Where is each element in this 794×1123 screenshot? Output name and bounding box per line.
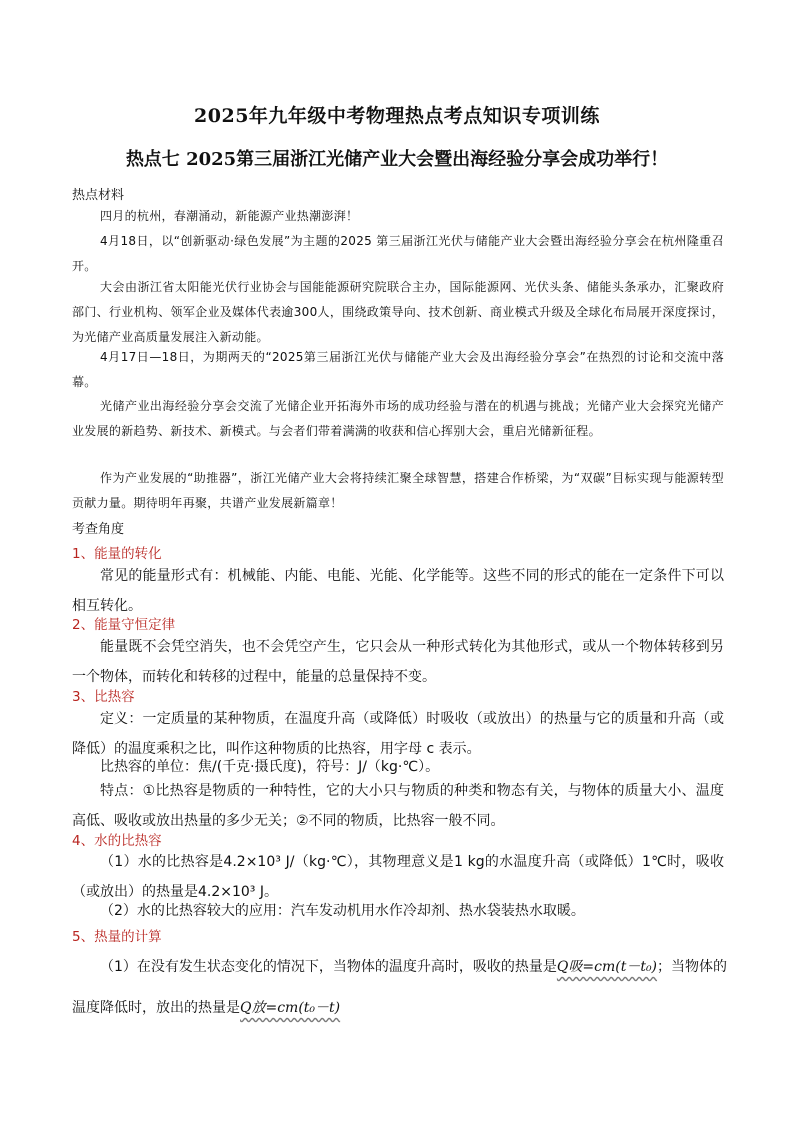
- water-heat-item-2: （2）水的比热容较大的应用：汽车发动机用水作冷却剂、热水袋装热水取暖。: [100, 903, 585, 919]
- water-heat-item-1: （1）水的比热容是4.2×10³ J/（kg·℃），其物理意义是1 kg的水温度升高（或降低）1℃时，吸收（或放出）的热量是4.2×10³ J。: [72, 854, 724, 900]
- specific-heat-unit: 比热容的单位：焦/(千克·摄氏度)，符号：J/（kg·℃）。: [100, 759, 440, 775]
- material-label: 热点材料: [72, 188, 125, 203]
- material-paragraph: 4月18日，以“创新驱动·绿色发展”为主题的2025 第三届浙江光伏与储能产业大会暨出海经验分享会在杭州隆重召开。: [72, 234, 724, 273]
- heat-calc-text: （1）在没有发生状态变化的情况下，当物体的温度升高时，吸收的热量是: [100, 959, 557, 975]
- heat-calc-text: 温度降低时，放出的热量是: [72, 1000, 240, 1016]
- page-title: 2025年九年级中考物理热点考点知识专项训练: [194, 105, 600, 127]
- material-paragraph: 4月17日—18日，为期两天的“2025第三届浙江光伏与储能产业大会及出海经验分享会”在热烈的讨论和交流中落幕。: [72, 350, 724, 389]
- specific-heat-features: 特点：①比热容是物质的一种特性，它的大小只与物质的种类和物态有关，与物体的质量大小、温度高低、吸收或放出热量的多少无关；②不同的物质，比热容一般不同。: [72, 783, 724, 829]
- section-heading: 1、能量的转化: [72, 546, 162, 562]
- section-heading: 4、水的比热容: [72, 833, 162, 849]
- heat-calc-line-1: [72, 956, 728, 978]
- material-paragraph: 光储产业出海经验分享会交流了光储企业开拓海外市场的成功经验与潜在的机遇与挑战；光储产业大会探究光储产业发展的新趋势、新技术、新模式。与会者们带着满满的收获和信心挥别大会，重启光储新征程。: [72, 399, 724, 438]
- section-text: 常见的能量形式有：机械能、内能、电能、光能、化学能等。这些不同的形式的能在一定条件下可以相互转化。: [72, 568, 724, 614]
- material-paragraph: 大会由浙江省太阳能光伏行业协会与国能能源研究院联合主办，国际能源网、光伏头条、储能头条承办，汇聚政府部门、行业机构、领军企业及媒体代表逾300人，围绕政策导向、技术创新、商业模式升级及全球化布局展开深度探讨，为光储产业高质量发展注入新动能。: [72, 280, 724, 344]
- section-heading: 3、比热容: [72, 689, 135, 705]
- section-heading: 5、热量的计算: [72, 929, 162, 945]
- specific-heat-definition: 定义：一定质量的某种物质，在温度升高（或降低）时吸收（或放出）的热量与它的质量和升高（或降低）的温度乘积之比，叫作这种物质的比热容，用字母 c 表示。: [72, 711, 724, 757]
- material-paragraph: 四月的杭州，春潮涌动，新能源产业热潮澎湃！: [100, 209, 359, 223]
- heat-calc-text: ；当物体的: [657, 959, 728, 975]
- page-subtitle: 热点七 2025第三届浙江光储产业大会暨出海经验分享会成功举行！: [125, 149, 669, 170]
- angle-label: 考查角度: [72, 522, 125, 537]
- section-text: 能量既不会凭空消失，也不会凭空产生，它只会从一种形式转化为其他形式，或从一个物体转移到另一个物体，而转化和转移的过程中，能量的总量保持不变。: [72, 639, 724, 685]
- section-heading: 2、能量守恒定律: [72, 617, 176, 633]
- heat-calc-line-2: [72, 997, 724, 1019]
- material-paragraph: 作为产业发展的“助推器”，浙江光储产业大会将持续汇聚全球智慧，搭建合作桥梁，为“双碳”目标实现与能源转型贡献力量。期待明年再聚，共谱产业发展新篇章！: [72, 471, 724, 510]
- formula-release: Q放=cm(t₀－t): [240, 1000, 341, 1016]
- formula-absorb: Q吸=cm(t－t₀): [556, 959, 658, 975]
